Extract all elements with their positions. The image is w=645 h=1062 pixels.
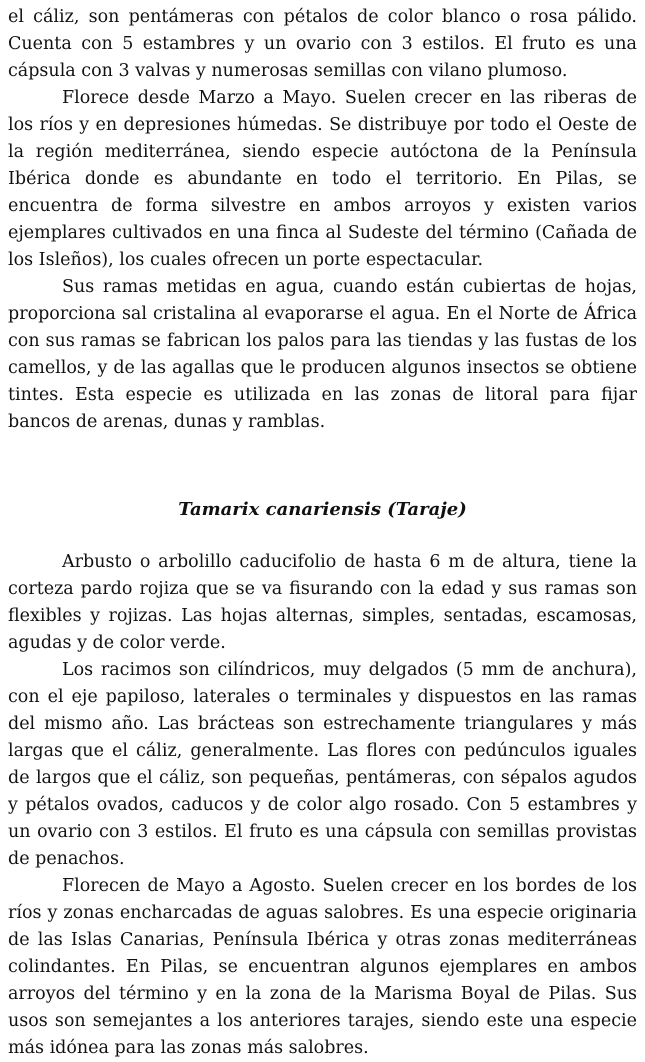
section-spacer [8,436,637,496]
paragraph-flower-description: Los racimos son cilíndricos, muy delgados (5 mm de anchura), con el eje papiloso, laterales o terminales y dispuestos en las ramas del mismo año. Las brácteas son estrechamente triangulares y más largas que el cáliz, generalmente. Las flores con pedúnculos iguales de largos que el cáliz, son pequeñas, pentámeras, con sépalos agudos y pétalos ovados, caducos y de color algo rosado. Con 5 estambres y un ovario con 3 estilos. El fruto es una cápsula con semillas provistas de penachos. [8,660,637,869]
heading-spacer [8,523,637,549]
species-heading: Tamarix canariensis (Taraje) [178,499,467,520]
paragraph-tree-description: Arbusto o arbolillo caducifolio de hasta 6 m de altura, tiene la corteza pardo rojiza que se va fisurando con la edad y sus ramas son flexibles y rojizas. Las hojas alternas, simples, sentadas, escamosas, agudas y de color verde. [8,552,637,653]
paragraph-flowering-distribution: Florecen de Mayo a Agosto. Suelen crecer en los bordes de los ríos y zonas encharcadas de aguas salobres. Es una especie originaria de las Islas Canarias, Península Ibérica y otras zonas mediterráneas colindantes. En Pilas, se encuentran algunos ejemplares en ambos arroyos del término y en la zona de la Marisma Boyal de Pilas. Sus usos son semejantes a los anteriores tarajes, siendo este una especie más idónea para las zonas más salobres. [8,876,637,1058]
paragraph-continued-flower-description: el cáliz, son pentámeras con pétalos de color blanco o rosa pálido. Cuenta con 5 estambres y un ovario con 3 estilos. El fruto es una cápsula con 3 valvas y numerosas semillas con vilano plumoso. [8,7,637,81]
paragraph-flowering-habitat: Florece desde Marzo a Mayo. Suelen crecer en las riberas de los ríos y en depresiones húmedas. Se distribuye por todo el Oeste de la región mediterránea, siendo especie autóctona de la Península Ibérica donde es abundante en todo el territorio. En Pilas, se encuentra de forma silvestre en ambos arroyos y existen varios ejemplares cultivados en una finca al Sudeste del término (Cañada de los Isleños), los cuales ofrecen un porte espectacular. [8,88,637,270]
paragraph-uses: Sus ramas metidas en agua, cuando están cubiertas de hojas, proporciona sal cristalina al evaporarse el agua. En el Norte de África con sus ramas se fabrican los palos para las tiendas y las fustas de los camellos, y de las agallas que le producen algunos insectos se obtiene tintes. Esta especie es utilizada en las zonas de litoral para fijar bancos de arenas, dunas y ramblas. [8,277,637,432]
